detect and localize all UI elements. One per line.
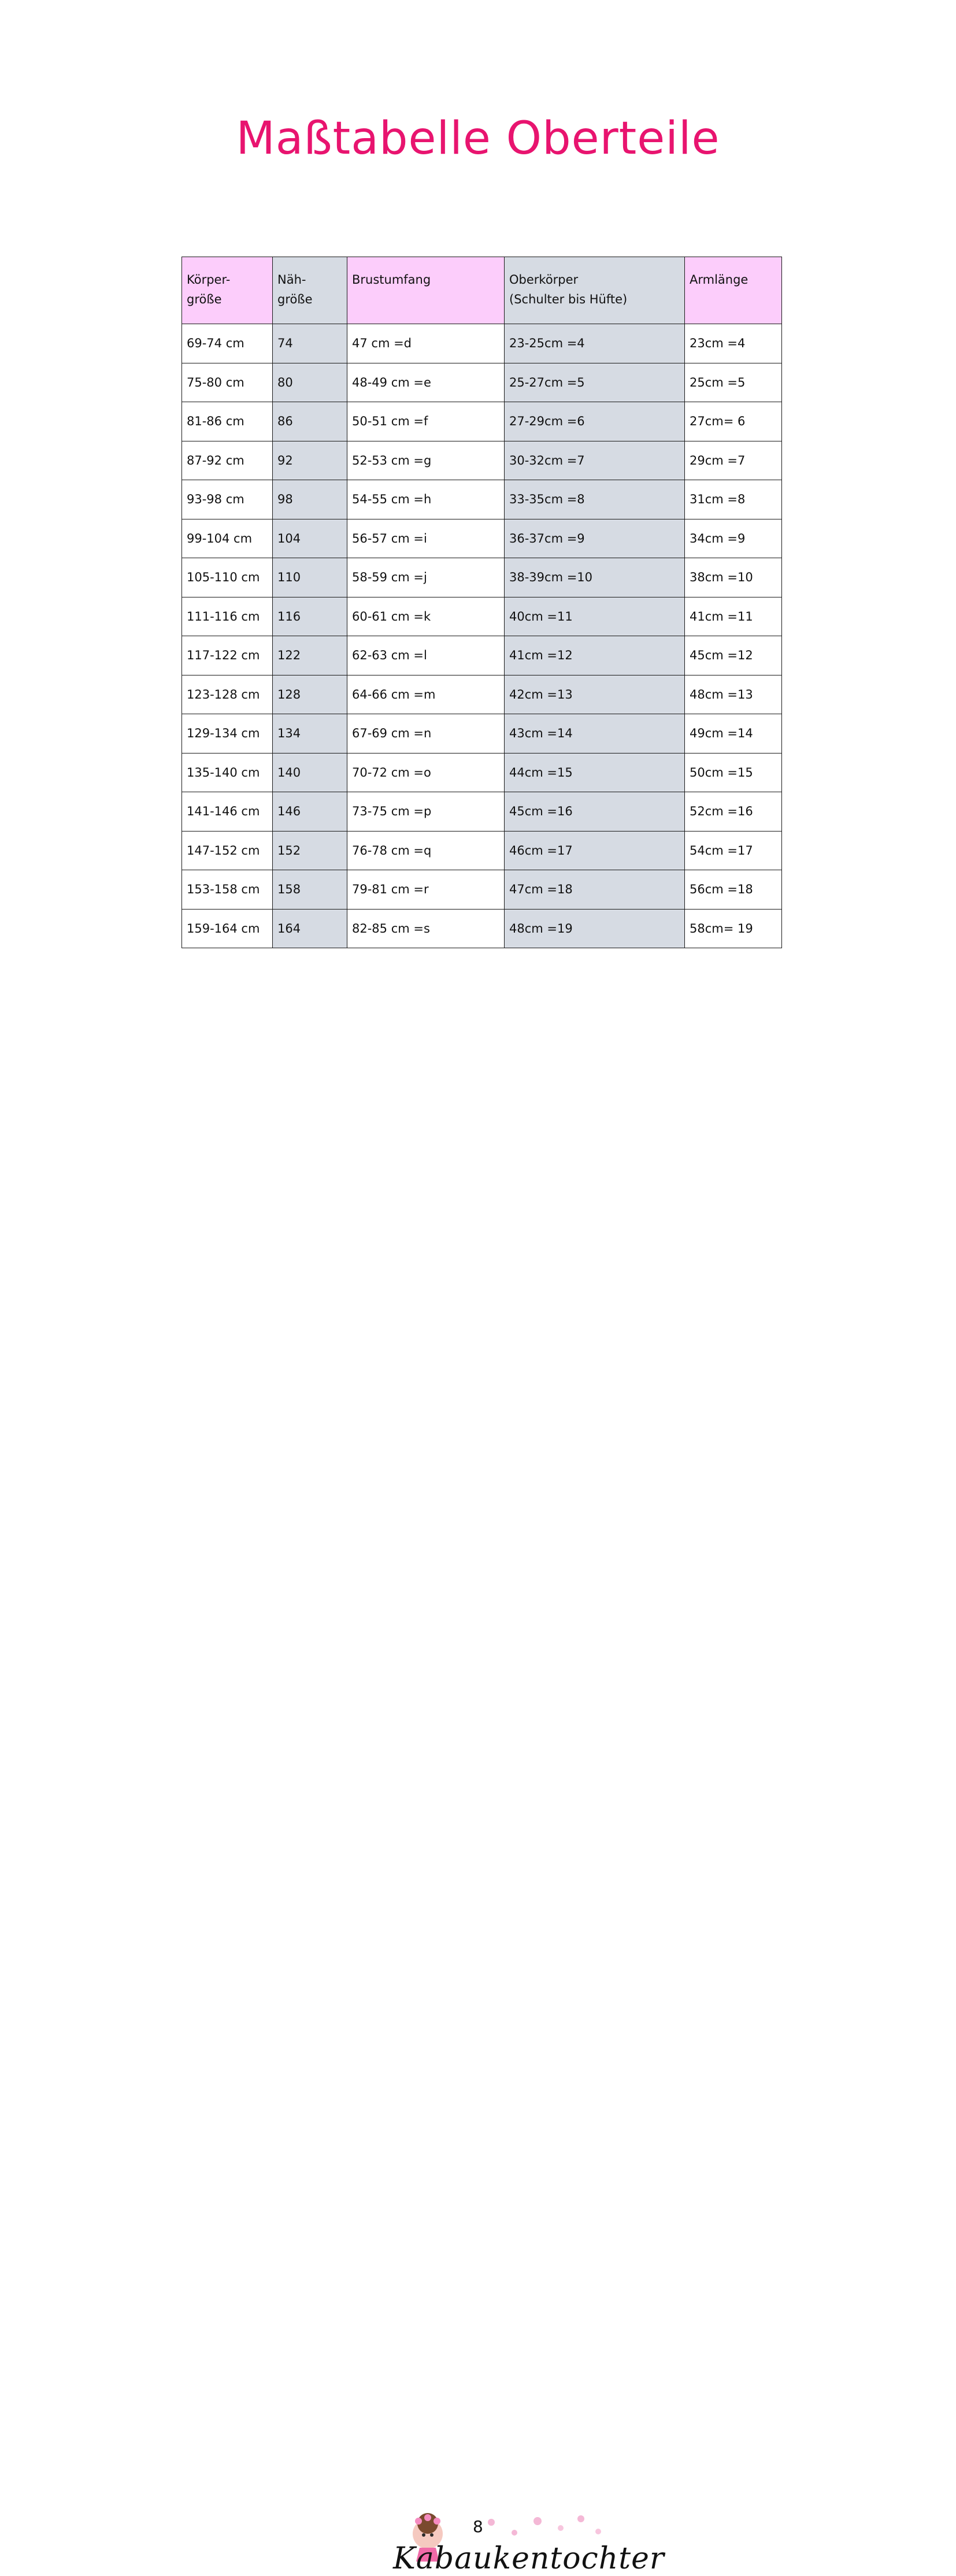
table-row bbox=[182, 792, 782, 832]
table-row bbox=[182, 480, 782, 519]
cell-oberkoerper: 38-39cm =10 bbox=[505, 558, 685, 597]
cell-brustumfang: 67-69 cm =n bbox=[347, 714, 505, 754]
cell-oberkoerper: 48cm =19 bbox=[505, 909, 685, 948]
table-row bbox=[182, 558, 782, 597]
cell-armlaenge: 49cm =14 bbox=[685, 714, 782, 754]
cell-armlaenge: 54cm =17 bbox=[685, 831, 782, 870]
cell-koerpergroesse: 69-74 cm bbox=[182, 324, 273, 363]
cell-brustumfang: 82-85 cm =s bbox=[347, 909, 505, 948]
table-row bbox=[182, 636, 782, 675]
cell-brustumfang: 52-53 cm =g bbox=[347, 441, 505, 480]
cell-koerpergroesse: 123-128 cm bbox=[182, 675, 273, 714]
cell-naehgroesse: 122 bbox=[273, 636, 347, 675]
cell-brustumfang: 73-75 cm =p bbox=[347, 792, 505, 832]
cell-oberkoerper: 43cm =14 bbox=[505, 714, 685, 754]
cell-brustumfang: 58-59 cm =j bbox=[347, 558, 505, 597]
cell-koerpergroesse: 117-122 cm bbox=[182, 636, 273, 675]
cell-armlaenge: 58cm= 19 bbox=[685, 909, 782, 948]
header-brustumfang bbox=[347, 257, 505, 324]
header-line: Brustumfang bbox=[352, 273, 431, 287]
cell-oberkoerper: 25-27cm =5 bbox=[505, 363, 685, 402]
footer bbox=[0, 1254, 956, 2576]
header-line: Armlänge bbox=[690, 273, 749, 287]
cell-koerpergroesse: 153-158 cm bbox=[182, 870, 273, 910]
cell-naehgroesse: 80 bbox=[273, 363, 347, 402]
cell-naehgroesse: 104 bbox=[273, 519, 347, 558]
cell-koerpergroesse: 135-140 cm bbox=[182, 753, 273, 792]
cell-armlaenge: 56cm =18 bbox=[685, 870, 782, 910]
cell-koerpergroesse: 99-104 cm bbox=[182, 519, 273, 558]
header-line: Körper- bbox=[187, 273, 231, 287]
cell-naehgroesse: 116 bbox=[273, 597, 347, 636]
header-line: größe bbox=[187, 292, 222, 306]
table-row bbox=[182, 714, 782, 754]
cell-koerpergroesse: 147-152 cm bbox=[182, 831, 273, 870]
header-line: (Schulter bis Hüfte) bbox=[509, 292, 628, 306]
table-header-row bbox=[182, 257, 782, 324]
cell-oberkoerper: 45cm =16 bbox=[505, 792, 685, 832]
cell-naehgroesse: 134 bbox=[273, 714, 347, 754]
cell-armlaenge: 38cm =10 bbox=[685, 558, 782, 597]
page-number: 8 bbox=[473, 2517, 483, 2536]
cell-armlaenge: 31cm =8 bbox=[685, 480, 782, 519]
cell-naehgroesse: 92 bbox=[273, 441, 347, 480]
cell-koerpergroesse: 75-80 cm bbox=[182, 363, 273, 402]
cell-naehgroesse: 74 bbox=[273, 324, 347, 363]
cell-naehgroesse: 152 bbox=[273, 831, 347, 870]
header-armlaenge bbox=[685, 257, 782, 324]
cell-koerpergroesse: 105-110 cm bbox=[182, 558, 273, 597]
cell-oberkoerper: 30-32cm =7 bbox=[505, 441, 685, 480]
cell-brustumfang: 64-66 cm =m bbox=[347, 675, 505, 714]
cell-koerpergroesse: 141-146 cm bbox=[182, 792, 273, 832]
cell-oberkoerper: 44cm =15 bbox=[505, 753, 685, 792]
cell-armlaenge: 45cm =12 bbox=[685, 636, 782, 675]
header-naehgroesse bbox=[273, 257, 347, 324]
cell-brustumfang: 79-81 cm =r bbox=[347, 870, 505, 910]
cell-naehgroesse: 158 bbox=[273, 870, 347, 910]
cell-naehgroesse: 146 bbox=[273, 792, 347, 832]
cell-armlaenge: 23cm =4 bbox=[685, 324, 782, 363]
cell-oberkoerper: 46cm =17 bbox=[505, 831, 685, 870]
cell-oberkoerper: 47cm =18 bbox=[505, 870, 685, 910]
cell-brustumfang: 62-63 cm =l bbox=[347, 636, 505, 675]
cell-oberkoerper: 41cm =12 bbox=[505, 636, 685, 675]
size-table bbox=[181, 257, 782, 948]
header-oberkoerper bbox=[505, 257, 685, 324]
table-body bbox=[182, 324, 782, 948]
table-row bbox=[182, 597, 782, 636]
cell-armlaenge: 50cm =15 bbox=[685, 753, 782, 792]
table-row bbox=[182, 909, 782, 948]
cell-naehgroesse: 98 bbox=[273, 480, 347, 519]
table-row bbox=[182, 831, 782, 870]
header-koerpergroesse bbox=[182, 257, 273, 324]
cell-armlaenge: 48cm =13 bbox=[685, 675, 782, 714]
table-row bbox=[182, 675, 782, 714]
cell-koerpergroesse: 87-92 cm bbox=[182, 441, 273, 480]
table-row bbox=[182, 324, 782, 363]
cell-brustumfang: 48-49 cm =e bbox=[347, 363, 505, 402]
cell-naehgroesse: 164 bbox=[273, 909, 347, 948]
cell-oberkoerper: 23-25cm =4 bbox=[505, 324, 685, 363]
cell-koerpergroesse: 93-98 cm bbox=[182, 480, 273, 519]
cell-brustumfang: 47 cm =d bbox=[347, 324, 505, 363]
cell-koerpergroesse: 159-164 cm bbox=[182, 909, 273, 948]
cell-oberkoerper: 27-29cm =6 bbox=[505, 402, 685, 441]
table-row bbox=[182, 441, 782, 480]
cell-armlaenge: 25cm =5 bbox=[685, 363, 782, 402]
cell-naehgroesse: 140 bbox=[273, 753, 347, 792]
cell-koerpergroesse: 111-116 cm bbox=[182, 597, 273, 636]
cell-brustumfang: 60-61 cm =k bbox=[347, 597, 505, 636]
header-line: größe bbox=[277, 292, 313, 306]
cell-brustumfang: 50-51 cm =f bbox=[347, 402, 505, 441]
table-row bbox=[182, 753, 782, 792]
brand-logo-text: Kabaukentochter bbox=[393, 2541, 665, 2576]
cell-armlaenge: 52cm =16 bbox=[685, 792, 782, 832]
cell-armlaenge: 29cm =7 bbox=[685, 441, 782, 480]
cell-brustumfang: 56-57 cm =i bbox=[347, 519, 505, 558]
table-row bbox=[182, 402, 782, 441]
cell-brustumfang: 54-55 cm =h bbox=[347, 480, 505, 519]
table-row bbox=[182, 870, 782, 910]
cell-naehgroesse: 110 bbox=[273, 558, 347, 597]
cell-oberkoerper: 36-37cm =9 bbox=[505, 519, 685, 558]
table-row bbox=[182, 519, 782, 558]
cell-oberkoerper: 33-35cm =8 bbox=[505, 480, 685, 519]
cell-brustumfang: 76-78 cm =q bbox=[347, 831, 505, 870]
cell-koerpergroesse: 81-86 cm bbox=[182, 402, 273, 441]
cell-brustumfang: 70-72 cm =o bbox=[347, 753, 505, 792]
cell-oberkoerper: 42cm =13 bbox=[505, 675, 685, 714]
page-title: Maßtabelle Oberteile bbox=[236, 113, 720, 165]
cell-naehgroesse: 86 bbox=[273, 402, 347, 441]
cell-armlaenge: 41cm =11 bbox=[685, 597, 782, 636]
cell-armlaenge: 34cm =9 bbox=[685, 519, 782, 558]
header-line: Näh- bbox=[277, 273, 306, 287]
cell-armlaenge: 27cm= 6 bbox=[685, 402, 782, 441]
cell-naehgroesse: 128 bbox=[273, 675, 347, 714]
table-row bbox=[182, 363, 782, 402]
cell-koerpergroesse: 129-134 cm bbox=[182, 714, 273, 754]
cell-oberkoerper: 40cm =11 bbox=[505, 597, 685, 636]
header-line: Oberkörper bbox=[509, 273, 579, 287]
